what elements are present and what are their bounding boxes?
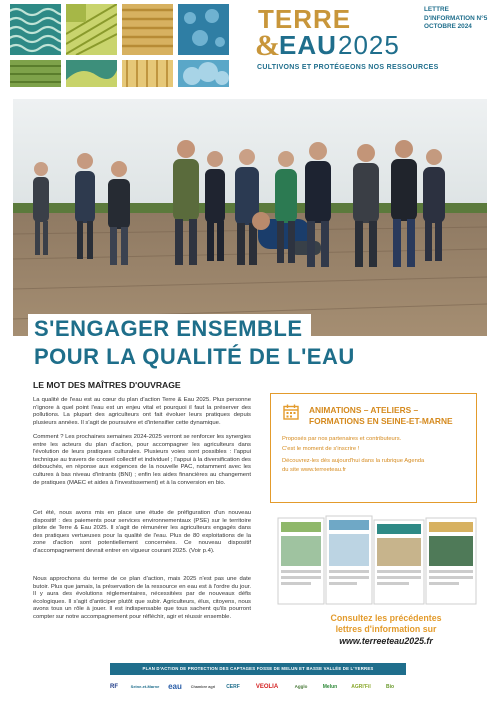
logo-terre: TERRE: [258, 4, 352, 34]
events-link[interactable]: du site www.terreeteau.fr: [282, 467, 347, 473]
issue-line-1: LETTRE: [424, 6, 449, 13]
partner-logo-7: Agglo: [294, 684, 308, 689]
issue-info: [424, 6, 487, 32]
article-paragraph-1: La qualité de l'eau est au cœur du plan d'action Terre & Eau 2025. Plus personne n'ignore à quel point l'eau est un enjeu vital et pourquoi il faut la préserver des pollutions. La plupart des agriculteurs ont fait évoluer leurs pratiques depuis plusieurs années. Il s'agit de poursuivre et d'intensifier cette dynamique.: [33, 397, 251, 426]
tile-landscape: [66, 60, 117, 87]
article-paragraph-4: Nous approchons du terme de ce plan d'action, mais 2025 n'est pas une date butoir. Plus que jamais, la préservation de la ressource en eau est à l'ordre du jour. Il y aura des évolutions réglementaires, nécessitées par de nouveaux défis écologiques. Il s'agit d'anticiper plutôt que subir. Agriculteurs, élus, citoyens, nous avons tous un rôle à jouer. Il est indispensable que tous sachent qu'ils pourront compter sur notre accompagnement pour réfléchir, agir et réussir ensemble.: [33, 576, 251, 620]
tile-rows: [122, 4, 173, 55]
partner-logo-2: Seine-et-Marne: [130, 684, 160, 689]
tile-lines: [122, 60, 173, 87]
cover-photo: [13, 99, 487, 336]
partner-logo-8: Melun: [322, 684, 338, 690]
issue-line-2: D'INFORMATION N°5: [424, 14, 488, 22]
logo-ampersand: &: [255, 29, 280, 62]
headline-line-1: S'ENGAGER ENSEMBLE: [28, 314, 311, 343]
events-line-2: C'est le moment de s'inscrire !: [282, 446, 360, 452]
header-illustration: [10, 4, 240, 87]
tagline: CULTIVONS ET PROTÉGEONS NOS RESSOURCES: [257, 64, 439, 71]
previous-line-1: Consultez les précédentes: [330, 613, 442, 623]
partner-logo-5: CERF: [226, 684, 240, 690]
logo-year: 2025: [338, 30, 400, 60]
tile-green-field: [10, 60, 61, 87]
events-line-3: Découvrez-les dès aujourd'hui dans la rubrique Agenda: [282, 458, 425, 464]
partner-logo-3: eau: [168, 682, 182, 691]
article-paragraph-3: Cet été, nous avons mis en place une étude de préfiguration d'un nouveau dispositif : des paiements pour services environnementaux (PSE) sur le territoire pilote de Terre & Eau 2025. Il s'agit de rémunérer les agriculteurs engagés dans des pratiques vertueuses pour la qualité de l'eau. Plus de 80 exploitations de la zone d'action sont potentiellement concernées. Ce nouveau dispositif d'accompagnement devrait entrer en vigueur courant 2025. (Voir p.4).: [33, 510, 251, 554]
events-title-1: ANIMATIONS – ATELIERS –: [309, 405, 419, 415]
tile-fields: [66, 4, 117, 55]
tile-waves: [10, 4, 61, 55]
partner-logo-6: VEOLIA: [255, 684, 279, 690]
footer-band: PLAN D'ACTION DE PROTECTION DES CAPTAGES FOSSE DE MELUN ET BASSE VALLÉE DE L'YERRES: [110, 663, 406, 675]
previous-newsletters-image: [276, 514, 478, 608]
partner-logo-1: RF: [110, 684, 118, 690]
issue-line-3: OCTOBRE 2024: [424, 23, 472, 31]
calendar-icon: [283, 404, 299, 420]
tile-clouds: [178, 60, 229, 87]
events-line-1: Proposés par nos partenaires et contributeurs.: [282, 436, 402, 442]
tile-blue-drops: [178, 4, 229, 55]
partner-logo-4: Chambre agri: [190, 685, 216, 689]
headline-line-2: POUR LA QUALITÉ DE L'EAU: [28, 342, 363, 371]
previous-url-link[interactable]: www.terreeteau2025.fr: [339, 636, 433, 646]
article-title: LE MOT DES MAÎTRES D'OUVRAGE: [33, 380, 181, 390]
partner-logo-10: Bio: [385, 684, 395, 690]
events-title-2: FORMATIONS EN SEINE-ET-MARNE: [309, 416, 453, 426]
logo-eau: EAU: [279, 30, 337, 60]
previous-line-2: lettres d'information sur: [335, 624, 437, 634]
article-paragraph-2: Comment ? Les prochaines semaines 2024-2025 verront se renforcer les synergies entre les acteurs du plan d'action, pour accompagner les agriculteurs dans l'évolution de leurs pratiques culturales. Plusieurs voies sont possibles : l'appui technique au travers de conseil collectif et individuel ; l'appui à la diversification des débouchés, en réponse aux exigences de la nouvelle PAC, notamment avec les cultures à bas niveau d'intrants (BNI) ; enfin les aides financières au changement de pratiques (MAEC et aides à l'investissement) et à la conversion en bio.: [33, 434, 251, 486]
partner-logo-9: AGRI'Fil: [351, 684, 371, 690]
